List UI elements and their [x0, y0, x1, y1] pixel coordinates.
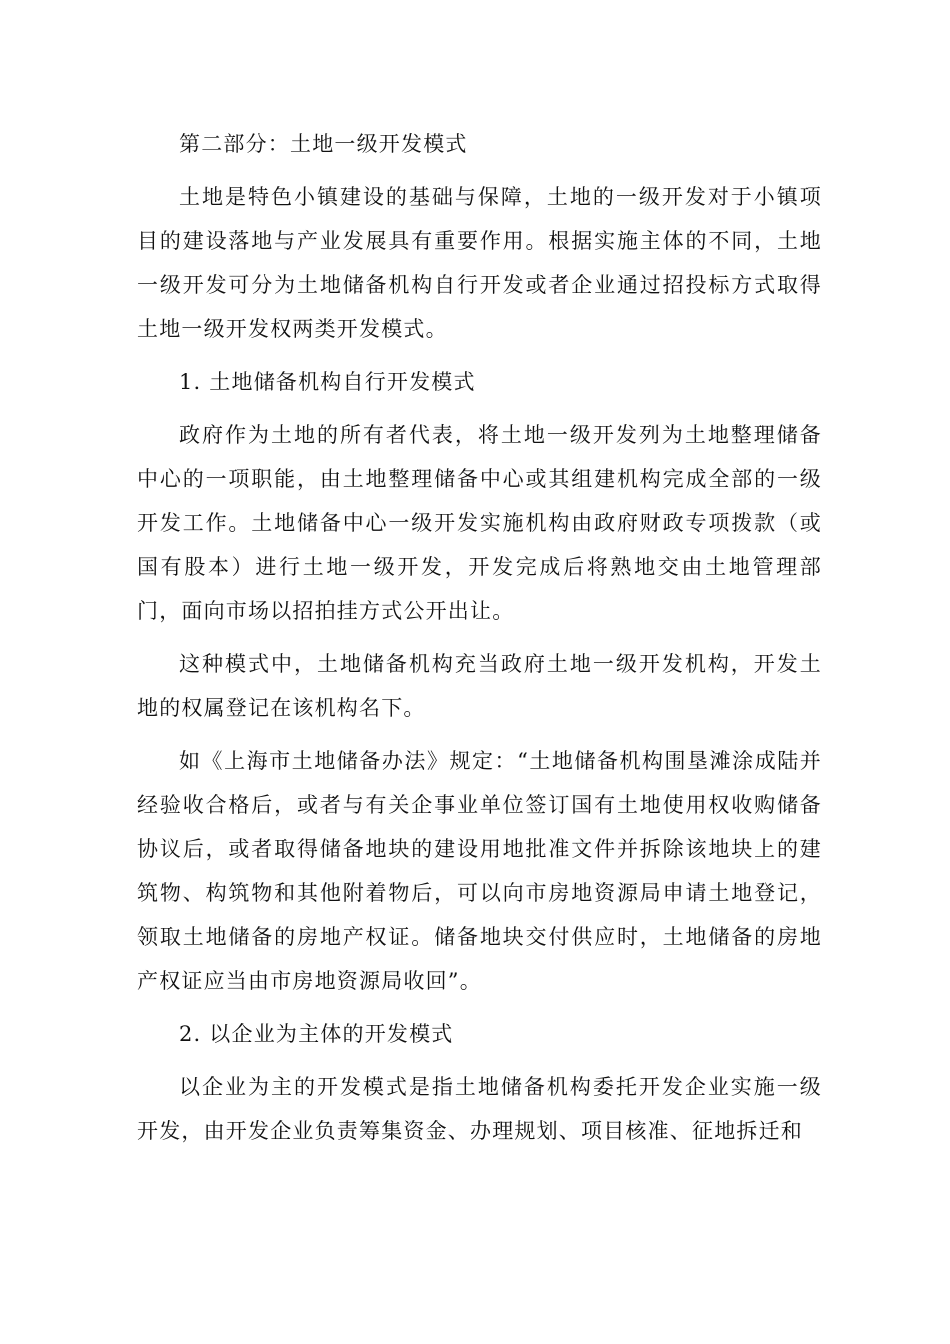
intro-paragraph: 土地是特色小镇建设的基础与保障，土地的一级开发对于小镇项目的建设落地与产业发展具有重要作用。根据实施主体的不同，土地一级开发可分为土地储备机构自行开发或者企业通过招投标方式取得土地一级开发权两类开发模式。	[137, 185, 822, 341]
section-title: 第二部分：土地一级开发模式	[179, 132, 468, 156]
subsection-2-paragraph-1: 以企业为主的开发模式是指土地储备机构委托开发企业实施一级开发，由开发企业负责筹集资金、办理规划、项目核准、征地拆迁和	[137, 1075, 822, 1143]
subsection-1-paragraph-3: 如《上海市土地储备办法》规定：“土地储备机构围垦滩涂成陆并经验收合格后，或者与有关企事业单位签订国有土地使用权收购储备协议后，或者取得储备地块的建设用地批准文件并拆除该地块上的建筑物、构筑物和其他附着物后，可以向市房地资源局申请土地登记，领取土地储备的房地产权证。储备地块交付供应时，土地储备的房地产权证应当由市房地资源局收回”。	[137, 749, 822, 993]
subsection-1-paragraph-2: 这种模式中，土地储备机构充当政府土地一级开发机构，开发土地的权属登记在该机构名下。	[137, 652, 822, 720]
subsection-2-title: 2. 以企业为主体的开发模式	[179, 1022, 454, 1046]
document-page	[137, 122, 822, 1162]
subsection-1-paragraph-1: 政府作为土地的所有者代表，将土地一级开发列为土地整理储备中心的一项职能，由土地整理储备中心或其组建机构完成全部的一级开发工作。土地储备中心一级开发实施机构由政府财政专项拨款（或国有股本）进行土地一级开发，开发完成后将熟地交由土地管理部门，面向市场以招拍挂方式公开出让。	[137, 423, 822, 623]
subsection-1-title: 1. 土地储备机构自行开发模式	[179, 370, 476, 394]
